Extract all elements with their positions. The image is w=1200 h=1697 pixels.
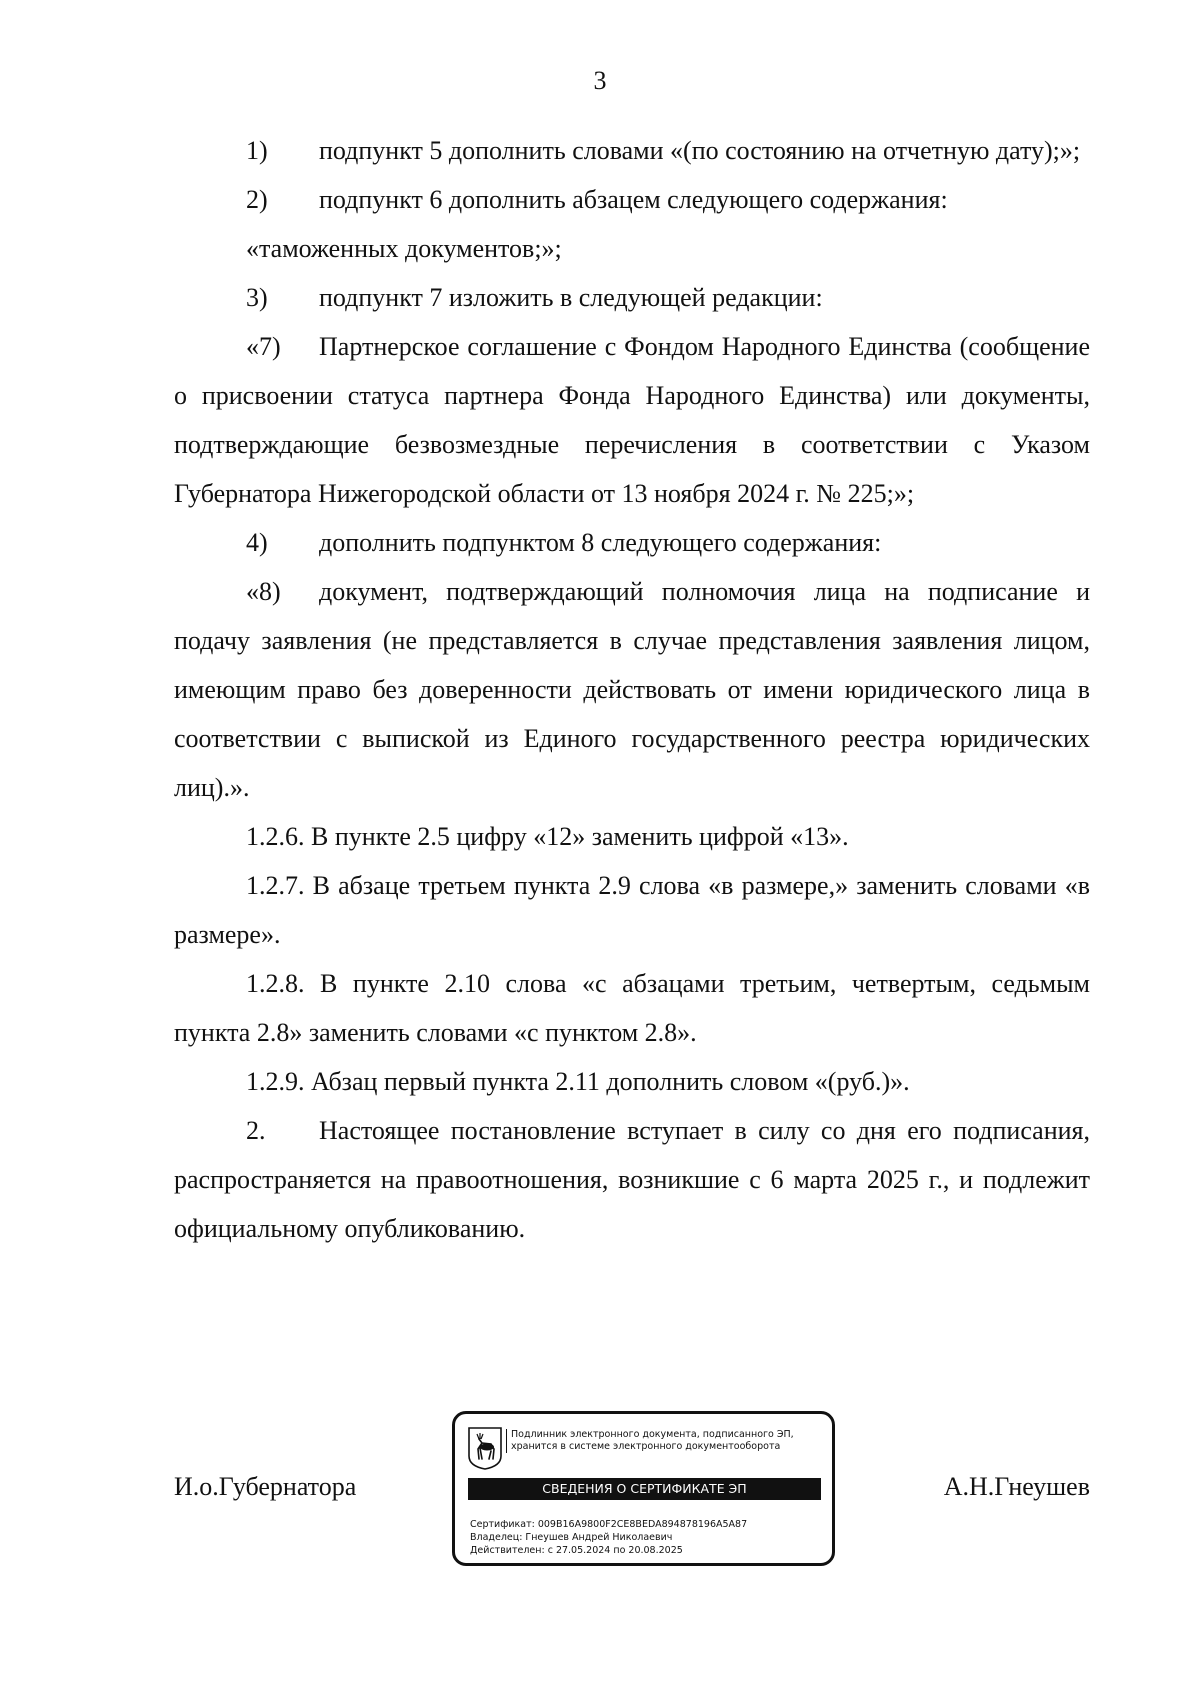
list-item <box>174 322 1090 518</box>
item-text: Партнерское соглашение с Фондом Народного Единства (сообщение о присвоении статуса партнера Фонда Народного Единства) или документы, подтверждающие безвозмездные перечисления в соответствии с Указом Губернатора Нижегородской области от 13 ноября 2024 г. № 225;»; <box>174 332 1090 508</box>
item-text: документ, подтверждающий полномочия лица на подписание и подачу заявления (не представляется в случае представления заявления лицом, имеющим право без доверенности действовать от имени юридического лица в соответствии с выпиской из Единого государственного реестра юридических лиц).». <box>174 577 1090 802</box>
list-item <box>174 1106 1090 1253</box>
deer-emblem-icon <box>468 1426 502 1470</box>
item-text: 1.2.7. В абзаце третьем пункта 2.9 слова «в размере,» заменить словами «в размере». <box>174 871 1090 949</box>
item-text: подпункт 7 изложить в следующей редакции: <box>319 283 823 312</box>
certificate-owner: Владелец: Гнеушев Андрей Николаевич <box>470 1532 673 1543</box>
item-text: 1.2.9. Абзац первый пункта 2.11 дополнить словом «(руб.)». <box>246 1067 910 1096</box>
paragraph <box>174 1057 1090 1106</box>
stamp-header-line: Подлинник электронного документа, подписанного ЭП, <box>511 1429 794 1440</box>
paragraph <box>174 861 1090 959</box>
item-number: 3) <box>246 283 268 312</box>
item-number: 2. <box>246 1116 266 1145</box>
item-text: 1.2.8. В пункте 2.10 слова «с абзацами третьим, четвертым, седьмым пункта 2.8» заменить словами «с пунктом 2.8». <box>174 969 1090 1047</box>
list-item <box>174 518 1090 567</box>
list-item <box>174 126 1090 175</box>
signature-stamp <box>452 1411 835 1566</box>
item-number: «7) <box>246 332 281 361</box>
item-text: 1.2.6. В пункте 2.5 цифру «12» заменить цифрой «13». <box>246 822 849 851</box>
paragraph <box>174 812 1090 861</box>
item-number: «8) <box>246 577 281 606</box>
certificate-validity: Действителен: с 27.05.2024 по 20.08.2025 <box>470 1545 683 1556</box>
list-item <box>174 273 1090 322</box>
item-number: 4) <box>246 528 268 557</box>
item-text: Настоящее постановление вступает в силу со дня его подписания, распространяется на правоотношения, возникшие с 6 марта 2025 г., и подлежит официальному опубликованию. <box>174 1116 1090 1243</box>
signatory-name: А.Н.Гнеушев <box>943 1472 1090 1501</box>
paragraph <box>174 959 1090 1057</box>
list-item <box>174 175 1090 224</box>
quoted-line <box>174 224 1090 273</box>
item-text: подпункт 5 дополнить словами «(по состоянию на отчетную дату);»; <box>319 136 1081 165</box>
list-item <box>174 567 1090 812</box>
stamp-header-line: хранится в системе электронного документооборота <box>511 1441 781 1452</box>
item-number: 2) <box>246 185 268 214</box>
page-number: 3 <box>593 66 607 95</box>
certificate-details <box>470 1518 747 1557</box>
certificate-number: Сертификат: 009B16A9800F2CE8BEDA894878196A5A87 <box>470 1519 748 1530</box>
item-text: подпункт 6 дополнить абзацем следующего содержания: <box>319 185 948 214</box>
stamp-header <box>506 1429 831 1453</box>
item-text: «таможенных документов;»; <box>246 234 562 263</box>
item-text: дополнить подпунктом 8 следующего содержания: <box>319 528 882 557</box>
document-body <box>174 126 1090 1253</box>
item-number: 1) <box>246 136 268 165</box>
signatory-position: И.о.Губернатора <box>174 1472 357 1501</box>
stamp-title-bar: СВЕДЕНИЯ О СЕРТИФИКАТЕ ЭП <box>468 1478 821 1500</box>
